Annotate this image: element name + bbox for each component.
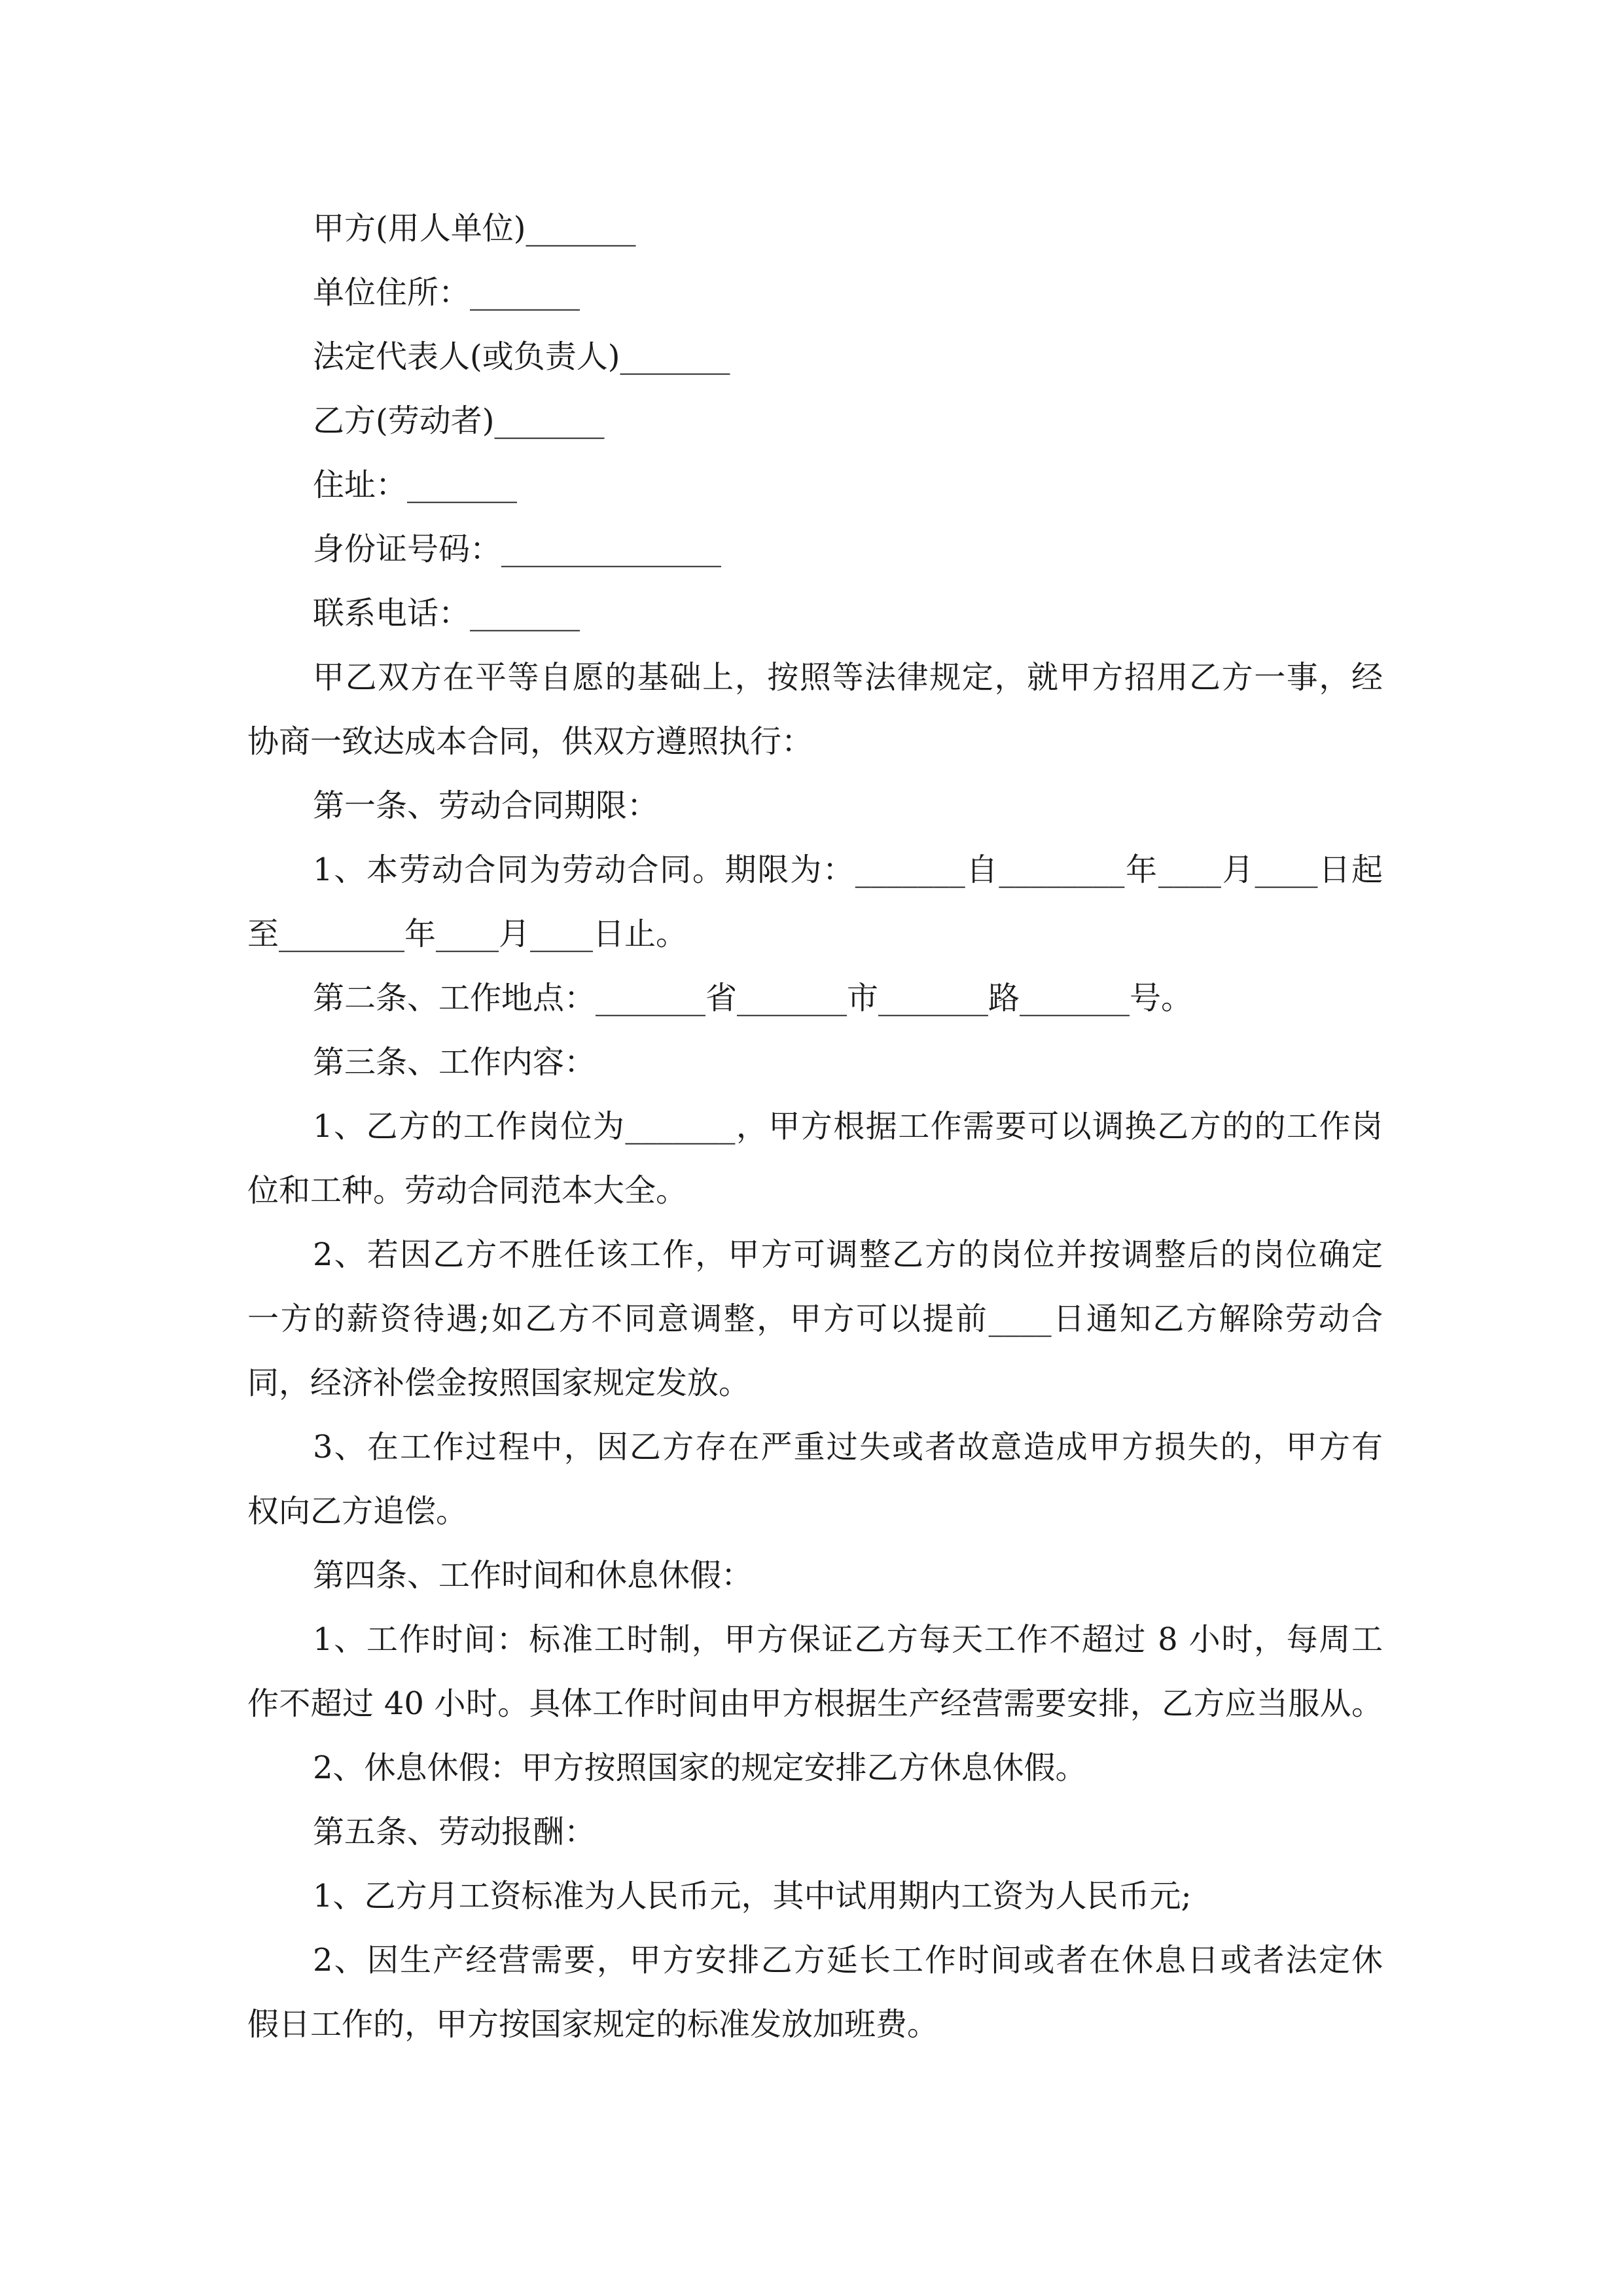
article-4-clause-2: 2、休息休假：甲方按照国家的规定安排乙方休息休假。	[313, 1749, 1087, 1786]
party-b-line: 乙方(劳动者)_______	[313, 403, 605, 439]
party-a-line: 甲方(用人单位)_______	[313, 210, 636, 247]
article-3-heading: 第三条、工作内容：	[313, 1044, 596, 1081]
article-3-clause-3-line-1: 3、在工作过程中，因乙方存在严重过失或者故意造成甲方损失的，甲方有	[313, 1429, 1383, 1465]
article-5-heading: 第五条、劳动报酬：	[313, 1814, 596, 1850]
article-3-clause-2-line-2: 一方的薪资待遇;如乙方不同意调整，甲方可以提前____日通知乙方解除劳动合	[247, 1300, 1383, 1337]
id-number-line: 身份证号码：______________	[313, 531, 722, 567]
article-3-clause-2-line-3: 同，经济补偿金按照国家规定发放。	[247, 1365, 751, 1401]
preamble-line-2: 协商一致达成本合同，供双方遵照执行：	[247, 723, 813, 760]
contract-body	[247, 196, 1383, 2056]
article-5-clause-1: 1、乙方月工资标准为人民币元，其中试用期内工资为人民币元;	[313, 1878, 1192, 1914]
party-b-address-line: 住址：_______	[313, 467, 518, 503]
article-4-heading: 第四条、工作时间和休息休假：	[313, 1557, 753, 1594]
article-1-clause-1-line-2: 至________年____月____日止。	[247, 916, 688, 952]
article-4-clause-1-line-1: 1、工作时间：标准工时制，甲方保证乙方每天工作不超过 8 小时，每周工	[313, 1621, 1383, 1658]
article-4-clause-1-line-2: 作不超过 40 小时。具体工作时间由甲方根据生产经营需要安排，乙方应当服从。	[247, 1685, 1383, 1722]
article-3-clause-3-line-2: 权向乙方追偿。	[247, 1493, 468, 1530]
party-a-address-line: 单位住所：_______	[313, 274, 580, 311]
article-1-heading: 第一条、劳动合同期限：	[313, 787, 659, 824]
article-3-clause-2-line-1: 2、若因乙方不胜任该工作，甲方可调整乙方的岗位并按调整后的岗位确定	[313, 1236, 1383, 1273]
article-2-heading: 第二条、工作地点：_______省_______市_______路_______号。	[313, 980, 1193, 1016]
article-5-clause-2-line-1: 2、因生产经营需要，甲方安排乙方延长工作时间或者在休息日或者法定休	[313, 1942, 1383, 1979]
article-3-clause-1-line-1: 1、乙方的工作岗位为_______，甲方根据工作需要可以调换乙方的的工作岗	[313, 1108, 1383, 1145]
preamble-line-1: 甲乙双方在平等自愿的基础上，按照等法律规定，就甲方招用乙方一事，经	[313, 659, 1383, 696]
phone-line: 联系电话：_______	[313, 595, 580, 632]
article-1-clause-1-line-1: 1、本劳动合同为劳动合同。期限为：_______自________年____月____日起	[313, 852, 1383, 888]
article-5-clause-2-line-2: 假日工作的，甲方按国家规定的标准发放加班费。	[247, 2006, 939, 2043]
article-3-clause-1-line-2: 位和工种。劳动合同范本大全。	[247, 1172, 688, 1209]
legal-representative-line: 法定代表人(或负责人)_______	[313, 338, 730, 375]
